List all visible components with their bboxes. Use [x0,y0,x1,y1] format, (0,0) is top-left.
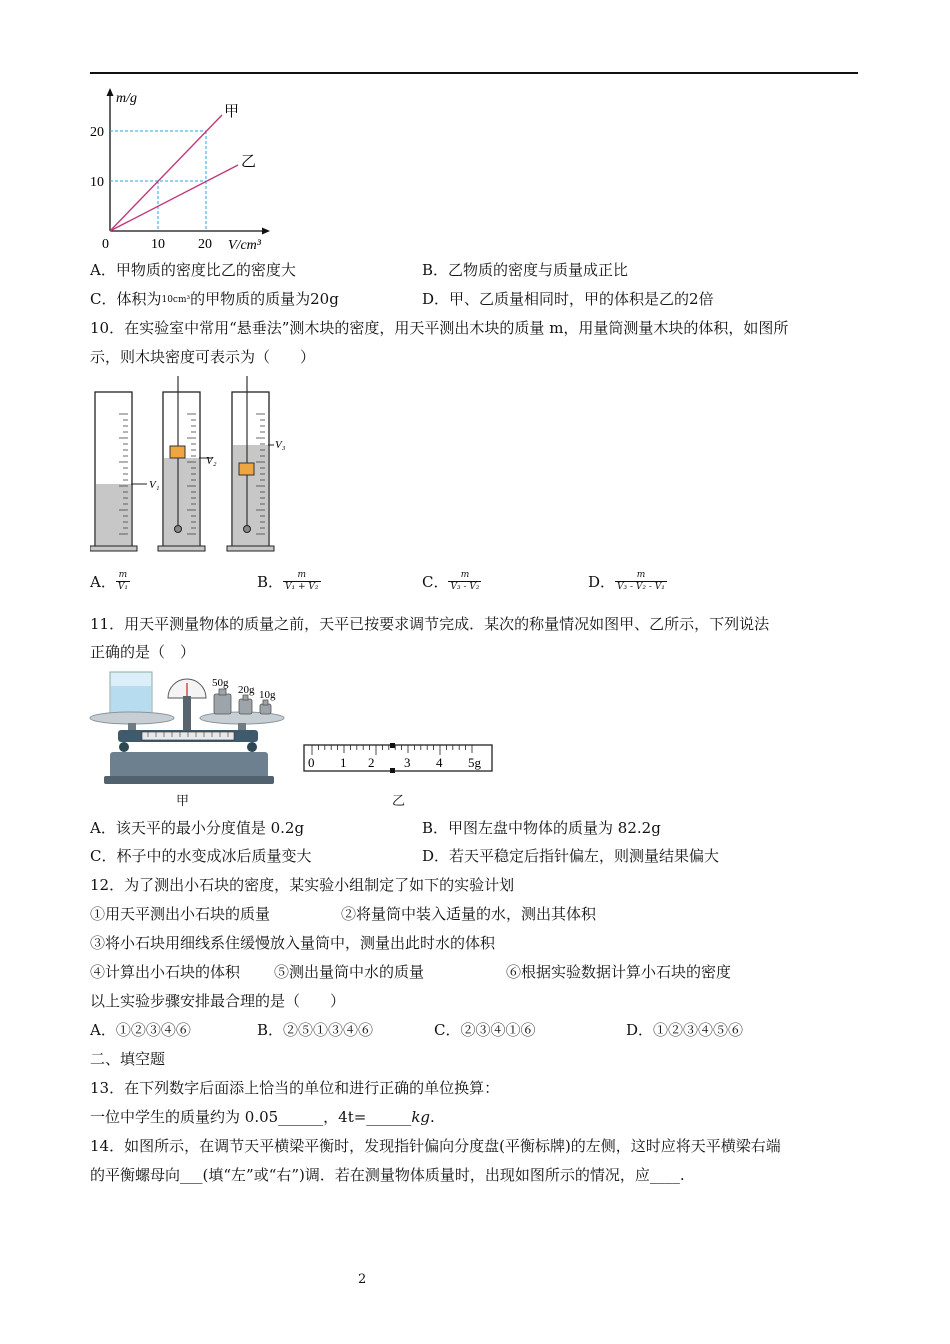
q14-stem-line2: 的平衡螺母向___(填“左”或“右”)调．若在测量物体质量时，出现如图所示的情况，应____. [90,1166,685,1184]
y-tick-10: 10 [90,175,104,190]
q10-option-d-label: D． [588,573,616,591]
q12-step3: ③将小石块用细线系住缓慢放入量筒中，测量出此时水的体积 [90,934,496,952]
q9-option-a: A．甲物质的密度比乙的密度大 [90,261,296,279]
q12-option-d: D．①②③④⑤⑥ [626,1021,744,1039]
top-rule [90,72,858,74]
weight-20g: 20g [238,684,255,696]
measuring-cylinders [90,374,310,558]
q10-option-b-num: m [297,570,307,580]
scale-tick-1: 1 [340,755,347,770]
cylinder-3 [227,376,286,551]
y-axis-label: m/g [116,91,137,106]
q12-option-a: A．①②③④⑥ [90,1021,191,1039]
q10-option-d [588,570,667,593]
q11-stem-line2: 正确的是（ ） [90,643,196,661]
q9-option-d: D．甲、乙质量相同时，甲的体积是乙的2倍 [422,290,714,308]
q10-option-d-num: m [636,570,646,580]
q12-step4: ④计算出小石块的体积 [90,963,241,981]
q9-option-c-small: 10cm³ [161,295,191,305]
q12-option-c: C．②③④①⑥ [434,1021,536,1039]
x-axis-label: V/cm³ [228,238,261,253]
q10-option-a-den: V₁ [117,582,128,592]
label-yi: 乙 [241,154,257,170]
q9-option-c-suffix: 的甲物质的质量为20g [190,290,339,308]
scale-tick-5g: 5g [468,755,481,770]
q10-option-c-num: m [460,570,470,580]
q13-blank-text: 一位中学生的质量约为 0.05______，4t=______ [90,1108,412,1126]
q13-stem: 13．在下列数字后面添上恰当的单位和进行正确的单位换算： [90,1079,500,1097]
q9-option-c [90,288,339,309]
q10-option-a-label: A． [90,573,116,591]
q11-option-c: C．杯子中的水变成冰后质量变大 [90,847,312,865]
q12-stem: 12．为了测出小石块的密度，某实验小组制定了如下的实验计划 [90,876,515,894]
q10-stem-line2: 示，则木块密度可表示为（ ） [90,348,316,366]
scale-tick-3: 3 [404,755,411,770]
q10-option-b-label: B． [257,573,284,591]
q14-stem-line1: 14．如图所示，在调节天平横梁平衡时，发现指针偏向分度盘(平衡标牌)的左侧，这时应将天平横梁右端 [90,1137,781,1155]
q11-option-d: D．若天平稳定后指针偏左，则测量结果偏大 [422,847,720,865]
q10-option-d-den: V₃ - V₂ - V₁ [617,582,665,592]
x-tick-20: 20 [198,237,212,252]
cylinder-2-label: V₂ [206,455,217,467]
label-jia: 甲 [224,104,240,120]
q11-option-b: B．甲图左盘中物体的质量为 82.2g [422,819,661,837]
q12-step2: ②将量筒中装入适量的水，测出其体积 [341,905,597,923]
scale-tick-4: 4 [436,755,443,770]
mass-volume-graph [90,86,290,256]
cylinder-3-label: V₃ [275,439,286,451]
q10-option-c-den: V₃ - V₂ [450,582,480,592]
caption-yi: 乙 [392,794,406,809]
cylinder-1 [90,392,160,551]
q13-blank-line [90,1106,435,1127]
cylinder-1-label: V₁ [149,479,160,491]
q10-option-c [422,570,481,593]
q12-step1: ①用天平测出小石块的质量 [90,905,271,923]
q11-option-a: A．该天平的最小分度值是 0.2g [90,819,305,837]
y-tick-20: 20 [90,125,104,140]
line-jia [110,115,222,231]
x-tick-0: 0 [102,237,109,252]
q10-option-a [90,570,130,593]
cylinder-2 [158,376,217,551]
q10-option-b-den: V₁ + V₂ [285,582,319,592]
weight-10g: 10g [259,689,276,701]
scale-tick-2: 2 [368,755,375,770]
page-number: 2 [358,1272,367,1287]
caption-jia: 甲 [176,794,190,809]
q12-step6: ⑥根据实验数据计算小石块的密度 [506,963,732,981]
q10-option-b [257,570,321,593]
q9-option-c-prefix: C．体积为 [90,290,162,308]
line-yi [110,165,238,231]
rider-scale [302,740,497,774]
q12-ask: 以上实验步骤安排最合理的是（ ） [90,992,346,1010]
x-tick-10: 10 [151,237,165,252]
q12-option-b: B．②⑤①③④⑥ [257,1021,374,1039]
q10-option-c-label: C． [422,573,449,591]
q13-end: . [430,1108,435,1126]
balance-illustration [88,668,293,786]
q11-stem-line1: 11．用天平测量物体的质量之前，天平已按要求调节完成．某次的称量情况如图甲、乙所示，下列说法 [90,615,770,633]
weight-50g: 50g [212,677,229,689]
q10-stem-line1: 10．在实验室中常用“悬垂法”测木块的密度，用天平测出木块的质量 m，用量筒测量木块的体积，如图所 [90,319,789,337]
q9-option-b: B．乙物质的密度与质量成正比 [422,261,629,279]
section-title: 二、填空题 [90,1050,166,1068]
q10-option-a-num: m [118,570,128,580]
scale-tick-0: 0 [308,755,315,770]
q13-unit: kg [411,1108,431,1126]
q12-step5: ⑤测出量筒中水的质量 [274,963,425,981]
